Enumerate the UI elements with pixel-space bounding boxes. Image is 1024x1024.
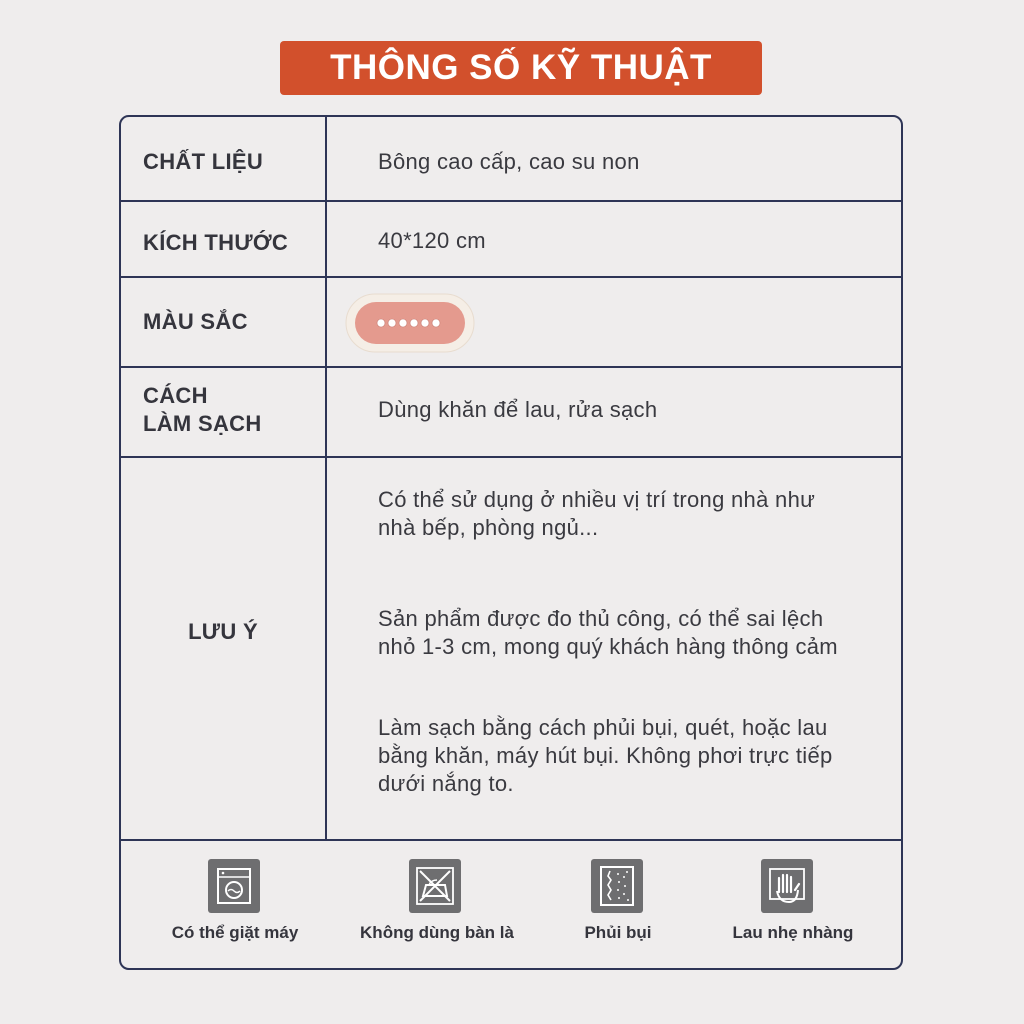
care-label-gentle-wipe: Lau nhẹ nhàng (732, 923, 854, 942)
mat-color-swatch (345, 293, 475, 353)
row-value-cleaning: Dùng khăn để lau, rửa sạch (378, 397, 658, 422)
no-iron-icon (409, 859, 461, 913)
note-1: Có thể sử dụng ở nhiều vị trí trong nhà như nhà bếp, phòng ngủ... (378, 487, 816, 540)
note-3: Làm sạch bằng cách phủi bụi, quét, hoặc lau bằng khăn, máy hút bụi. Không phơi trực tiếp dưới nắng to. (378, 715, 833, 796)
row-label-note: LƯU Ý (188, 619, 258, 644)
row-label-cleaning-line2: LÀM SẠCH (143, 411, 262, 436)
column-divider (325, 117, 327, 839)
row-divider (121, 200, 901, 202)
spec-table (119, 115, 903, 970)
dust-off-icon (591, 859, 643, 913)
washing-machine-icon (208, 859, 260, 913)
care-label-no-iron: Không dùng bàn là (360, 923, 514, 942)
row-label-color: MÀU SẮC (143, 309, 248, 334)
page-title: THÔNG SỐ KỸ THUẬT (280, 41, 762, 95)
row-value-size: 40*120 cm (378, 228, 486, 253)
row-label-cleaning (143, 382, 262, 438)
row-divider (121, 456, 901, 458)
row-label-cleaning-line1: CÁCH (143, 383, 208, 408)
care-label-machine-wash: Có thể giặt máy (171, 923, 299, 942)
row-divider (121, 839, 901, 841)
note-2: Sản phẩm được đo thủ công, có thể sai lệch nhỏ 1-3 cm, mong quý khách hàng thông cảm (378, 606, 838, 659)
row-divider (121, 366, 901, 368)
care-label-dust-off: Phủi bụi (584, 923, 652, 942)
row-label-material: CHẤT LIỆU (143, 149, 264, 174)
row-value-material: Bông cao cấp, cao su non (378, 149, 640, 174)
row-label-size: KÍCH THƯỚC (143, 230, 289, 255)
row-divider (121, 276, 901, 278)
wipe-hand-icon (761, 859, 813, 913)
